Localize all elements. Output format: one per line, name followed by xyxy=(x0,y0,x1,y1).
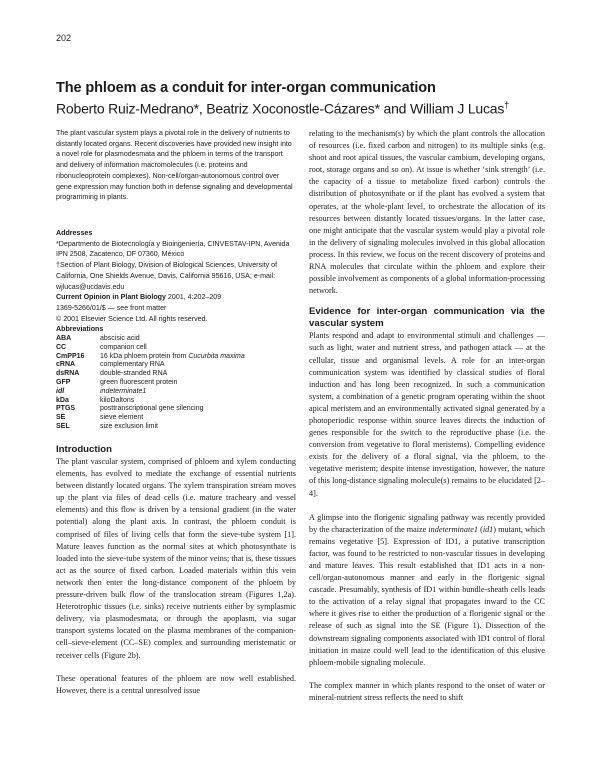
abbr-row xyxy=(56,361,245,370)
body-paragraph-2: Plants respond and adapt to environmental stimuli and challenges — such as light, water and nutrient stress, and pathogen attack — at the cellular, tissue and organismal levels. A role for an inter-organ communication system was identified by classical studies of floral induction and has long been recognized. In such a communication system, a combination of a genetic program operating within the shoot apical meristem and an environmentally activated signal generated by a photoperiodic response within source leaves directs the induction of genes responsible for the switch to the reproductive phase (i.e. the conversion from vegetative to floral meristems). Compelling evidence exists for the delivery of a floral signal, via the phloem, to the vegetative meristem; despite intense investigation, however, the nature of this long-distance signaling molecule(s) remains to be elucidated [2–4]. xyxy=(309,331,545,498)
body-paragraph-1: relating to the mechanism(s) by which the plant controls the allocation of resources (i.e. fixed carbon and nitrogen) to its multiple sinks (e.g. shoot and root apical tissues, the vascular cambium, developing organs, root, storage organs and so on). At issue is whether ‘sink strength’ (i.e. the capacity of a tissue to metabolize fixed carbon) controls the distribution of photosynthate or if the plant has evolved a system that operates, at the whole-plant level, to orchestrate the allocation of its resources between distantly located tissues/organs. In the latter case, one might anticipate that the vascular system would play a pivotal role in the delivery of signaling molecules involved in this global allocation process. In this review, we focus on the recent discovery of proteins and RNA molecules that circulate within the phloem and explore their possible involvement as components of a global information-processing network. xyxy=(309,129,545,296)
abbr-term: SE xyxy=(56,414,66,422)
journal-ref: 2001, 4:202–209 xyxy=(165,293,222,302)
abbr-term: PTGS xyxy=(56,405,76,413)
page-number: 202 xyxy=(56,33,72,43)
abbr-term: GFP xyxy=(56,379,71,387)
dagger-mark: † xyxy=(504,100,510,110)
abbr-term: CmPP16 xyxy=(56,352,85,360)
abbreviations-heading: Abbreviations xyxy=(56,325,104,334)
abbr-definition xyxy=(100,353,245,362)
abbr-row xyxy=(56,397,245,406)
abbr-definition: posttranscriptional gene silencing xyxy=(100,405,204,413)
introduction-heading: Introduction xyxy=(56,444,112,455)
abbr-definition: companion cell xyxy=(100,343,147,351)
addresses-heading: Addresses xyxy=(56,229,93,237)
abbr-term: idl xyxy=(56,387,65,395)
p3-text-a: A glimpse into the florigenic signaling pathway was recently provided by the characterization of the maize xyxy=(309,512,545,534)
p3-text-c: ) mutant, which remains vegetative [5]. Expression of ID1, a putative transcription factor, was found to be restricted to non-vascular tissues in developing and mature leaves. This result established that ID1 acts in a non-cell/organ-autonomous manner and early in the florigenic signal cascade. Presumably, synthesis of ID1 within bundle-sheath cells leads to the activation of a relay signal that propagates inward to the CC where it gives rise to either the production of a florigenic signal or the release of such as signal into the SE (Figure 1). Dissection of the downstream signaling components associated with ID1 control of floral initiation in maize could well lead to the identification of this elusive phloem-mobile signaling molecule. xyxy=(309,524,545,667)
abbr-definition: size exclusion limit xyxy=(100,423,158,430)
abbr-row xyxy=(56,379,245,388)
abbr-term: cRNA xyxy=(56,361,76,369)
abbr-definition: sieve element xyxy=(100,414,144,422)
address-2: †Section of Plant Biology, Division of Biological Sciences, University of California, One Shields Avenue, Davis, California 95616, USA; e-mail: wjlucas@ucdavis.edu xyxy=(56,261,278,291)
abbr-row xyxy=(56,370,245,379)
abbr-definition-text: 16 kDa phloem protein from xyxy=(100,352,189,360)
abbr-definition: double-stranded RNA xyxy=(100,370,168,378)
intro-paragraph-1: The plant vascular system, comprised of phloem and xylem conducting elements, has evolved to mediate the exchange of essential nutrients between distantly located organs. The xylem transpiration stream moves up the plant via files of dead cells (i.e. mature tracheary and vessel elements) and this flow is driven by a tensional gradient (in the water potential) along the plant axis. In contrast, the phloem conduit is comprised of files of living cells that form the sieve-tube system [1]. Mature leaves function as the normal sites at which photosynthate is loaded into the sieve-tube system of the minor veins; that is, these tissues act as the source of fixed carbon. Loaded materials within this vein network then enter the long-distance component of the phloem by pressure-driven bulk flow of the translocation stream (Figures 1,2a). Heterotrophic tissues (i.e. sinks) receive nutrients either by symplasmic delivery, via plasmodesmata, or through the apoplasm, via sugar transport systems located on the plasma membranes of the companion-cell–sieve-element (CC–SE) complex and surrounding meristematic or receiver cells (Figure 2b). xyxy=(56,457,296,660)
abbr-term: ABA xyxy=(56,335,72,343)
abbr-definition: green fluorescent protein xyxy=(100,379,178,387)
issn-line: 1369-5266/01/$ — see front matter xyxy=(56,303,167,312)
right-column xyxy=(309,128,545,704)
journal-name: Current Opinion in Plant Biology xyxy=(56,293,166,302)
abbr-row xyxy=(56,414,245,423)
abbr-row xyxy=(56,344,245,353)
gene-name-indeterminate1: indeterminate1 xyxy=(428,524,478,534)
abbr-term: kDa xyxy=(56,396,69,404)
abbr-row xyxy=(56,353,245,362)
abbr-definition: complementary RNA xyxy=(100,361,165,369)
abbr-term: dsRNA xyxy=(56,370,80,378)
author-names: Roberto Ruiz-Medrano*, Beatriz Xoconostle-Cázares* and William J Lucas xyxy=(56,100,505,117)
intro-paragraph-2: These operational features of the phloem are now well established. However, there is a central unresolved issue xyxy=(56,673,296,695)
gene-name-id1: id1 xyxy=(482,524,494,534)
address-1: *Departmento de Biotecnología y Bioingeniería, CINVESTAV-IPN, Avenida IPN 2508, Zacatenco, DF 07360, México xyxy=(56,239,290,259)
abbr-row xyxy=(56,388,245,397)
abbr-definition: kiloDaltons xyxy=(100,396,135,404)
abbr-row xyxy=(56,405,245,414)
species-name: Cucurbita maxima xyxy=(188,352,245,360)
evidence-heading: Evidence for inter-organ communication via the vascular system xyxy=(309,306,545,330)
abstract: The plant vascular system plays a pivotal role in the delivery of nutrients to distantly located organs. Recent discoveries have provided new insight into a novel role for plasmodesmata and the phloem in terms of the transport and delivery of information macromolecules (i.e. proteins and ribonucleoprotein complexes). Non-cell/organ-autonomous control over gene expression may function both in defense signaling and developmental programming in plants. xyxy=(56,129,293,202)
body-paragraph-3 xyxy=(309,512,545,669)
abbr-term: SEL xyxy=(56,423,70,430)
abbr-row xyxy=(56,423,245,432)
abbr-definition: indeterminate1 xyxy=(100,387,147,395)
introduction-section xyxy=(56,443,296,697)
abbr-definition: abscisic acid xyxy=(100,335,140,343)
author-list xyxy=(56,97,576,118)
abbreviations-table xyxy=(56,335,245,432)
p3-text-b: ( xyxy=(477,524,483,534)
abbr-row xyxy=(56,335,245,344)
front-matter xyxy=(56,128,296,432)
copyright-line: © 2001 Elsevier Science Ltd. All rights reserved. xyxy=(56,314,208,323)
article-title: The phloem as a conduit for inter-organ communication xyxy=(56,80,436,96)
abbr-term: CC xyxy=(56,343,67,351)
body-paragraph-4: The complex manner in which plants respond to the onset of water or mineral-nutrient stress reflects the need to shift xyxy=(309,680,545,702)
journal-citation xyxy=(56,292,296,303)
